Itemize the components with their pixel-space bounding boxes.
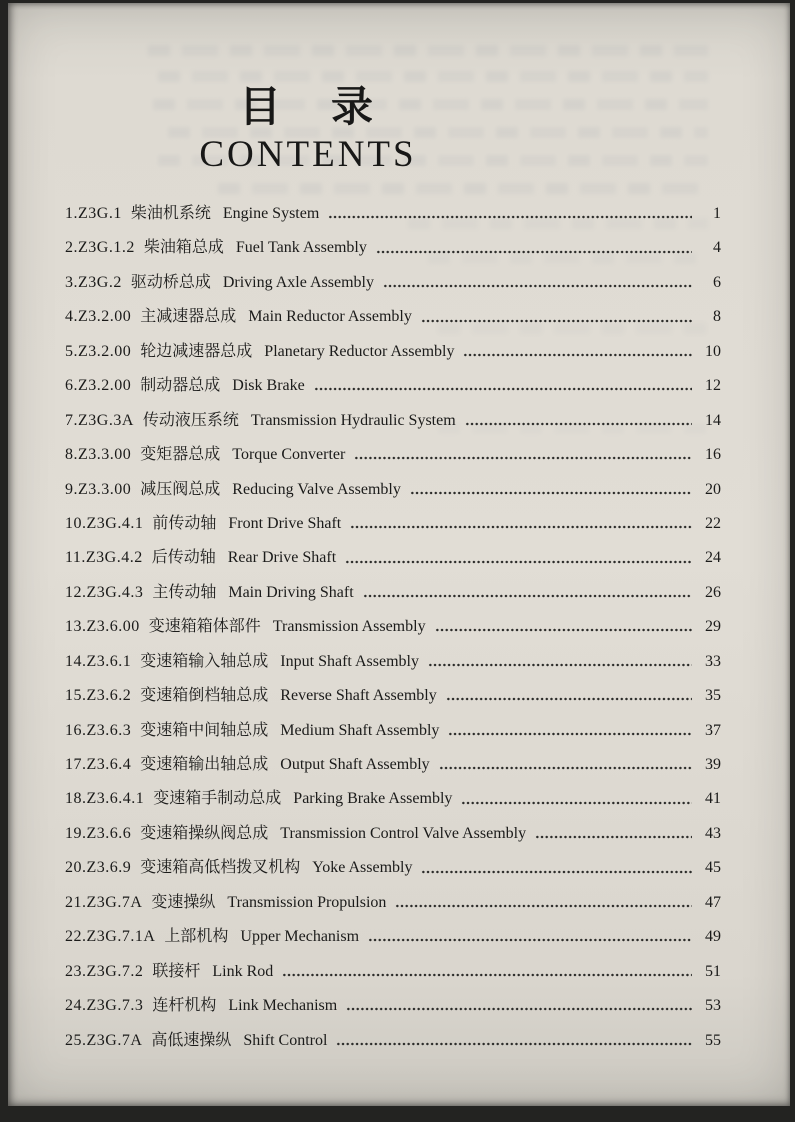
toc-list xyxy=(65,200,721,1061)
dotted-leader xyxy=(465,420,692,428)
dotted-leader xyxy=(368,936,692,944)
toc-entry xyxy=(65,820,721,854)
entry-code: 10.Z3G.4.1 xyxy=(65,514,144,532)
entry-title-en: Rear Drive Shaft xyxy=(227,549,337,567)
entry-code: 3.Z3G.2 xyxy=(65,273,122,291)
entry-code: 23.Z3G.7.2 xyxy=(65,962,144,980)
page-title-english: CONTENTS xyxy=(199,134,417,176)
entry-title-en: Torque Converter xyxy=(232,446,346,464)
page-title-chinese: 目 录 xyxy=(238,85,377,131)
entry-title-en: Link Rod xyxy=(212,962,274,980)
entry-page-number: 20 xyxy=(705,480,721,498)
entry-page-number: 14 xyxy=(705,411,721,429)
entry-code: 5.Z3.2.00 xyxy=(65,342,132,360)
entry-page-number: 8 xyxy=(713,308,721,326)
dotted-leader xyxy=(383,282,692,290)
entry-page-number: 35 xyxy=(705,687,721,705)
entry-title-en: Transmission Propulsion xyxy=(227,893,387,911)
contents-title xyxy=(8,85,608,176)
entry-title-cn: 联接杆 xyxy=(152,962,201,980)
dotted-leader xyxy=(314,385,692,393)
entry-page-number: 22 xyxy=(705,514,721,532)
dotted-leader xyxy=(376,248,692,256)
entry-page-number: 29 xyxy=(705,618,721,636)
toc-entry xyxy=(65,717,721,751)
entry-code: 4.Z3.2.00 xyxy=(65,308,132,326)
toc-entry xyxy=(65,303,721,337)
entry-title-cn: 减压阀总成 xyxy=(140,480,221,498)
toc-entry xyxy=(65,579,721,613)
dotted-leader xyxy=(428,661,692,669)
entry-code: 17.Z3.6.4 xyxy=(65,756,132,773)
entry-title-cn: 变速箱倒档轴总成 xyxy=(140,687,269,705)
entry-title-en: Input Shaft Assembly xyxy=(280,652,419,670)
toc-entry xyxy=(65,889,721,923)
entry-title-cn: 变速箱高低档拨叉机构 xyxy=(140,859,301,877)
entry-title-en: Driving Axle Assembly xyxy=(222,273,374,291)
entry-code: 9.Z3.3.00 xyxy=(65,480,132,498)
entry-title-cn: 变速箱箱体部件 xyxy=(148,618,261,636)
entry-code: 25.Z3G.7A xyxy=(65,1031,143,1049)
entry-title-cn: 变矩器总成 xyxy=(140,446,221,464)
entry-title-en: Parking Brake Assembly xyxy=(293,790,453,808)
toc-entry xyxy=(65,682,721,716)
dotted-leader xyxy=(461,799,692,807)
toc-entry xyxy=(65,338,721,372)
dotted-leader xyxy=(336,1040,692,1048)
toc-entry xyxy=(65,923,721,957)
entry-code: 1.Z3G.1 xyxy=(65,205,122,222)
entry-code: 21.Z3G.7A xyxy=(65,893,143,911)
entry-title-en: Planetary Reductor Assembly xyxy=(264,342,455,360)
entry-title-cn: 前传动轴 xyxy=(152,514,217,532)
entry-code: 18.Z3.6.4.1 xyxy=(65,790,145,808)
toc-entry xyxy=(65,372,721,406)
toc-entry xyxy=(65,854,721,888)
scanned-page xyxy=(8,3,790,1106)
entry-title-cn: 变速箱操纵阀总成 xyxy=(140,824,269,842)
entry-title-en: Transmission Hydraulic System xyxy=(250,411,456,429)
dotted-leader xyxy=(421,868,692,876)
dotted-leader xyxy=(439,764,692,772)
dotted-leader xyxy=(463,351,692,359)
entry-page-number: 4 xyxy=(713,239,721,257)
entry-title-en: Output Shaft Assembly xyxy=(280,756,430,773)
entry-page-number: 33 xyxy=(705,652,721,670)
entry-title-en: Engine System xyxy=(222,205,320,222)
entry-title-cn: 柴油箱总成 xyxy=(143,239,224,257)
entry-title-en: Medium Shaft Assembly xyxy=(280,721,440,739)
entry-title-en: Main Driving Shaft xyxy=(228,583,354,601)
entry-code: 22.Z3G.7.1A xyxy=(65,928,156,946)
entry-title-cn: 变速箱中间轴总成 xyxy=(140,721,269,739)
dotted-leader xyxy=(535,833,692,841)
entry-title-cn: 变速箱输入轴总成 xyxy=(140,652,269,670)
toc-entry xyxy=(65,544,721,578)
entry-page-number: 49 xyxy=(705,928,721,946)
entry-title-cn: 主传动轴 xyxy=(152,583,217,601)
dotted-leader xyxy=(328,213,692,221)
dotted-leader xyxy=(446,695,692,703)
entry-page-number: 24 xyxy=(705,549,721,567)
entry-page-number: 45 xyxy=(705,859,721,877)
entry-code: 8.Z3.3.00 xyxy=(65,446,132,464)
entry-page-number: 1 xyxy=(713,205,721,222)
toc-entry xyxy=(65,785,721,819)
entry-page-number: 12 xyxy=(705,377,721,395)
entry-title-en: Link Mechanism xyxy=(228,997,338,1015)
entry-code: 2.Z3G.1.2 xyxy=(65,239,135,257)
entry-title-cn: 后传动轴 xyxy=(151,549,216,567)
dotted-leader xyxy=(448,730,692,738)
entry-code: 20.Z3.6.9 xyxy=(65,859,132,877)
entry-code: 6.Z3.2.00 xyxy=(65,377,132,395)
entry-title-cn: 主减速器总成 xyxy=(140,308,237,326)
entry-code: 14.Z3.6.1 xyxy=(65,652,132,670)
toc-entry xyxy=(65,510,721,544)
entry-page-number: 47 xyxy=(705,893,721,911)
entry-title-en: Reverse Shaft Assembly xyxy=(280,687,437,705)
dotted-leader xyxy=(435,626,692,634)
toc-entry xyxy=(65,476,721,510)
entry-title-cn: 驱动桥总成 xyxy=(130,273,211,291)
entry-code: 19.Z3.6.6 xyxy=(65,824,132,842)
entry-title-cn: 制动器总成 xyxy=(140,377,221,395)
dotted-leader xyxy=(395,902,692,910)
entry-code: 16.Z3.6.3 xyxy=(65,721,132,739)
dotted-leader xyxy=(350,523,692,531)
entry-title-en: Main Reductor Assembly xyxy=(248,308,412,326)
entry-page-number: 51 xyxy=(705,962,721,980)
toc-entry xyxy=(65,613,721,647)
entry-code: 24.Z3G.7.3 xyxy=(65,997,144,1015)
entry-code: 11.Z3G.4.2 xyxy=(65,549,143,567)
entry-page-number: 53 xyxy=(705,997,721,1015)
bleedthrough-line xyxy=(218,183,708,194)
entry-title-cn: 连杆机构 xyxy=(152,997,217,1015)
dotted-leader xyxy=(345,558,692,566)
entry-title-cn: 变速操纵 xyxy=(151,893,216,911)
toc-entry xyxy=(65,992,721,1026)
toc-entry xyxy=(65,751,721,785)
toc-entry xyxy=(65,441,721,475)
toc-entry xyxy=(65,648,721,682)
entry-title-cn: 高低速操纵 xyxy=(151,1031,232,1049)
entry-title-en: Upper Mechanism xyxy=(240,928,360,946)
entry-code: 13.Z3.6.00 xyxy=(65,618,140,636)
dotted-leader xyxy=(421,317,692,325)
dotted-leader xyxy=(363,592,692,600)
entry-title-cn: 上部机构 xyxy=(164,928,229,946)
entry-code: 12.Z3G.4.3 xyxy=(65,583,144,601)
entry-title-cn: 变速箱手制动总成 xyxy=(153,790,282,808)
entry-page-number: 16 xyxy=(705,446,721,464)
entry-code: 15.Z3.6.2 xyxy=(65,687,132,705)
entry-title-en: Fuel Tank Assembly xyxy=(235,239,367,257)
toc-entry xyxy=(65,269,721,303)
entry-title-cn: 轮边减速器总成 xyxy=(140,342,253,360)
entry-page-number: 10 xyxy=(705,342,721,360)
entry-page-number: 41 xyxy=(705,790,721,808)
dotted-leader xyxy=(282,971,692,979)
toc-entry xyxy=(65,1027,721,1061)
entry-title-en: Reducing Valve Assembly xyxy=(232,480,401,498)
entry-title-en: Front Drive Shaft xyxy=(228,514,342,532)
entry-title-en: Transmission Assembly xyxy=(272,618,426,636)
dotted-leader xyxy=(346,1005,692,1013)
entry-title-en: Transmission Control Valve Assembly xyxy=(280,824,527,842)
entry-page-number: 6 xyxy=(713,273,721,291)
dotted-leader xyxy=(354,454,692,462)
entry-page-number: 55 xyxy=(705,1031,721,1049)
entry-title-en: Disk Brake xyxy=(232,377,305,395)
bleedthrough-line xyxy=(148,45,708,56)
toc-entry xyxy=(65,234,721,268)
entry-title-cn: 柴油机系统 xyxy=(130,205,211,222)
toc-entry xyxy=(65,958,721,992)
entry-title-en: Yoke Assembly xyxy=(312,859,413,877)
entry-code: 7.Z3G.3A xyxy=(65,411,134,429)
toc-entry xyxy=(65,200,721,234)
bleedthrough-line xyxy=(158,71,708,82)
toc-entry xyxy=(65,407,721,441)
entry-page-number: 26 xyxy=(705,583,721,601)
entry-page-number: 37 xyxy=(705,721,721,739)
entry-title-cn: 变速箱输出轴总成 xyxy=(140,756,269,773)
entry-title-cn: 传动液压系统 xyxy=(142,411,239,429)
dotted-leader xyxy=(410,489,692,497)
entry-title-en: Shift Control xyxy=(243,1031,328,1049)
entry-page-number: 43 xyxy=(705,824,721,842)
entry-page-number: 39 xyxy=(705,756,721,773)
